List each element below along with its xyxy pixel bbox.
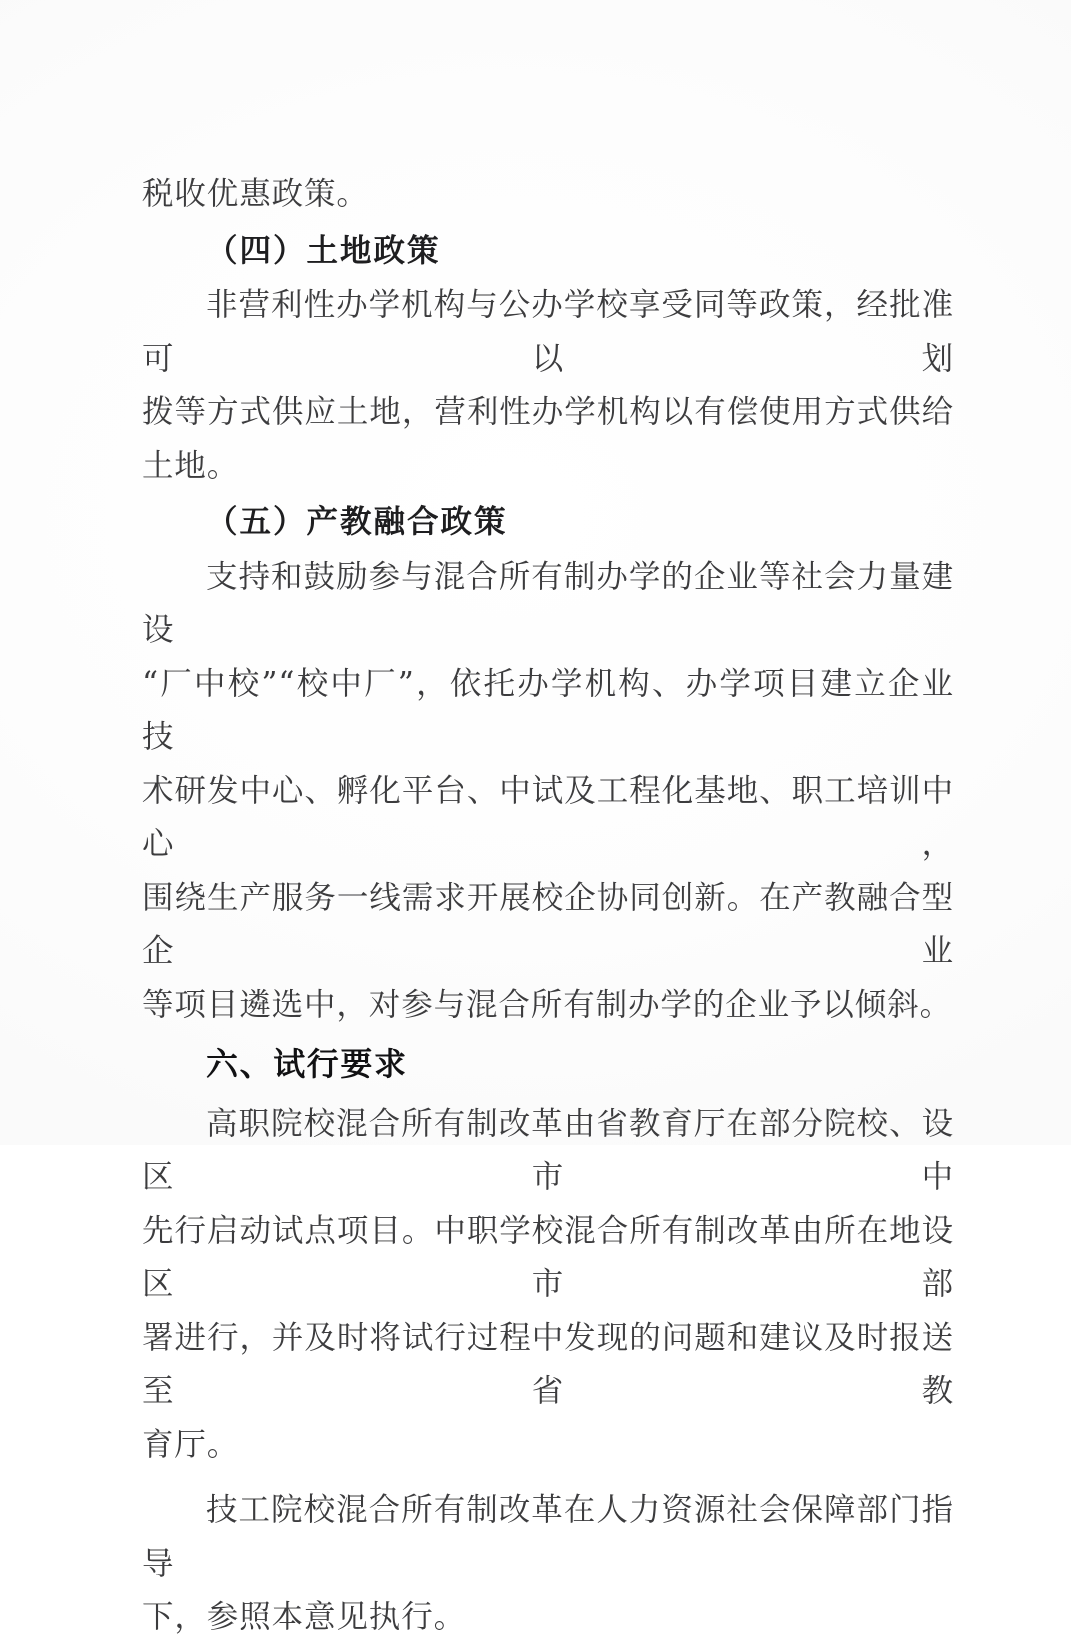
document-text-column xyxy=(142,168,954,1645)
paragraph-trial-requirements-line-1: 高职院校混合所有制改革由省教育厅在部分院校、设区市中 xyxy=(142,1105,954,1195)
paragraph-integration-line-4: 围绕生产服务一线需求开展校企协同创新。在产教融合型企业 xyxy=(142,879,954,969)
paragraph-integration-line-2: “厂中校”“校中厂”，依托办学机构、办学项目建立企业技 xyxy=(142,665,954,755)
paragraph-tax-policy-tail: 税收优惠政策。 xyxy=(142,176,369,212)
paragraph-technical-schools-line-1: 技工院校混合所有制改革在人力资源社会保障部门指导 xyxy=(142,1492,954,1582)
paragraph-trial-requirements-line-2: 先行启动试点项目。中职学校混合所有制改革由所在地设区市部 xyxy=(142,1212,954,1302)
spacer xyxy=(142,1472,954,1484)
paragraph-trial-requirements-line-4: 育厅。 xyxy=(142,1426,240,1463)
paragraph-land-policy-line-1: 非营利性办学机构与公办学校享受同等政策，经批准可以划 xyxy=(142,287,954,377)
paragraph-integration-line-1: 支持和鼓励参与混合所有制办学的企业等社会力量建设 xyxy=(142,558,954,648)
paragraph-integration-line-5: 等项目遴选中，对参与混合所有制办学的企业予以倾斜。 xyxy=(142,986,953,1023)
paragraph-integration-line-3: 术研发中心、孵化平台、中试及工程化基地、职工培训中心， xyxy=(142,772,954,862)
subheading-land-policy: （四）土地政策 xyxy=(206,231,441,269)
paragraph-land-policy-line-2: 拨等方式供应土地，营利性办学机构以有偿使用方式供给土地。 xyxy=(142,394,954,484)
paragraph-trial-requirements-line-3: 署进行，并及时将试行过程中发现的问题和建议及时报送至省教 xyxy=(142,1319,954,1409)
section-heading-trial-requirements: 六、试行要求 xyxy=(206,1045,408,1083)
paragraph-technical-schools-line-2: 下，参照本意见执行。 xyxy=(142,1599,467,1635)
subheading-industry-education-integration-policy: （五）产教融合政策 xyxy=(206,503,508,540)
